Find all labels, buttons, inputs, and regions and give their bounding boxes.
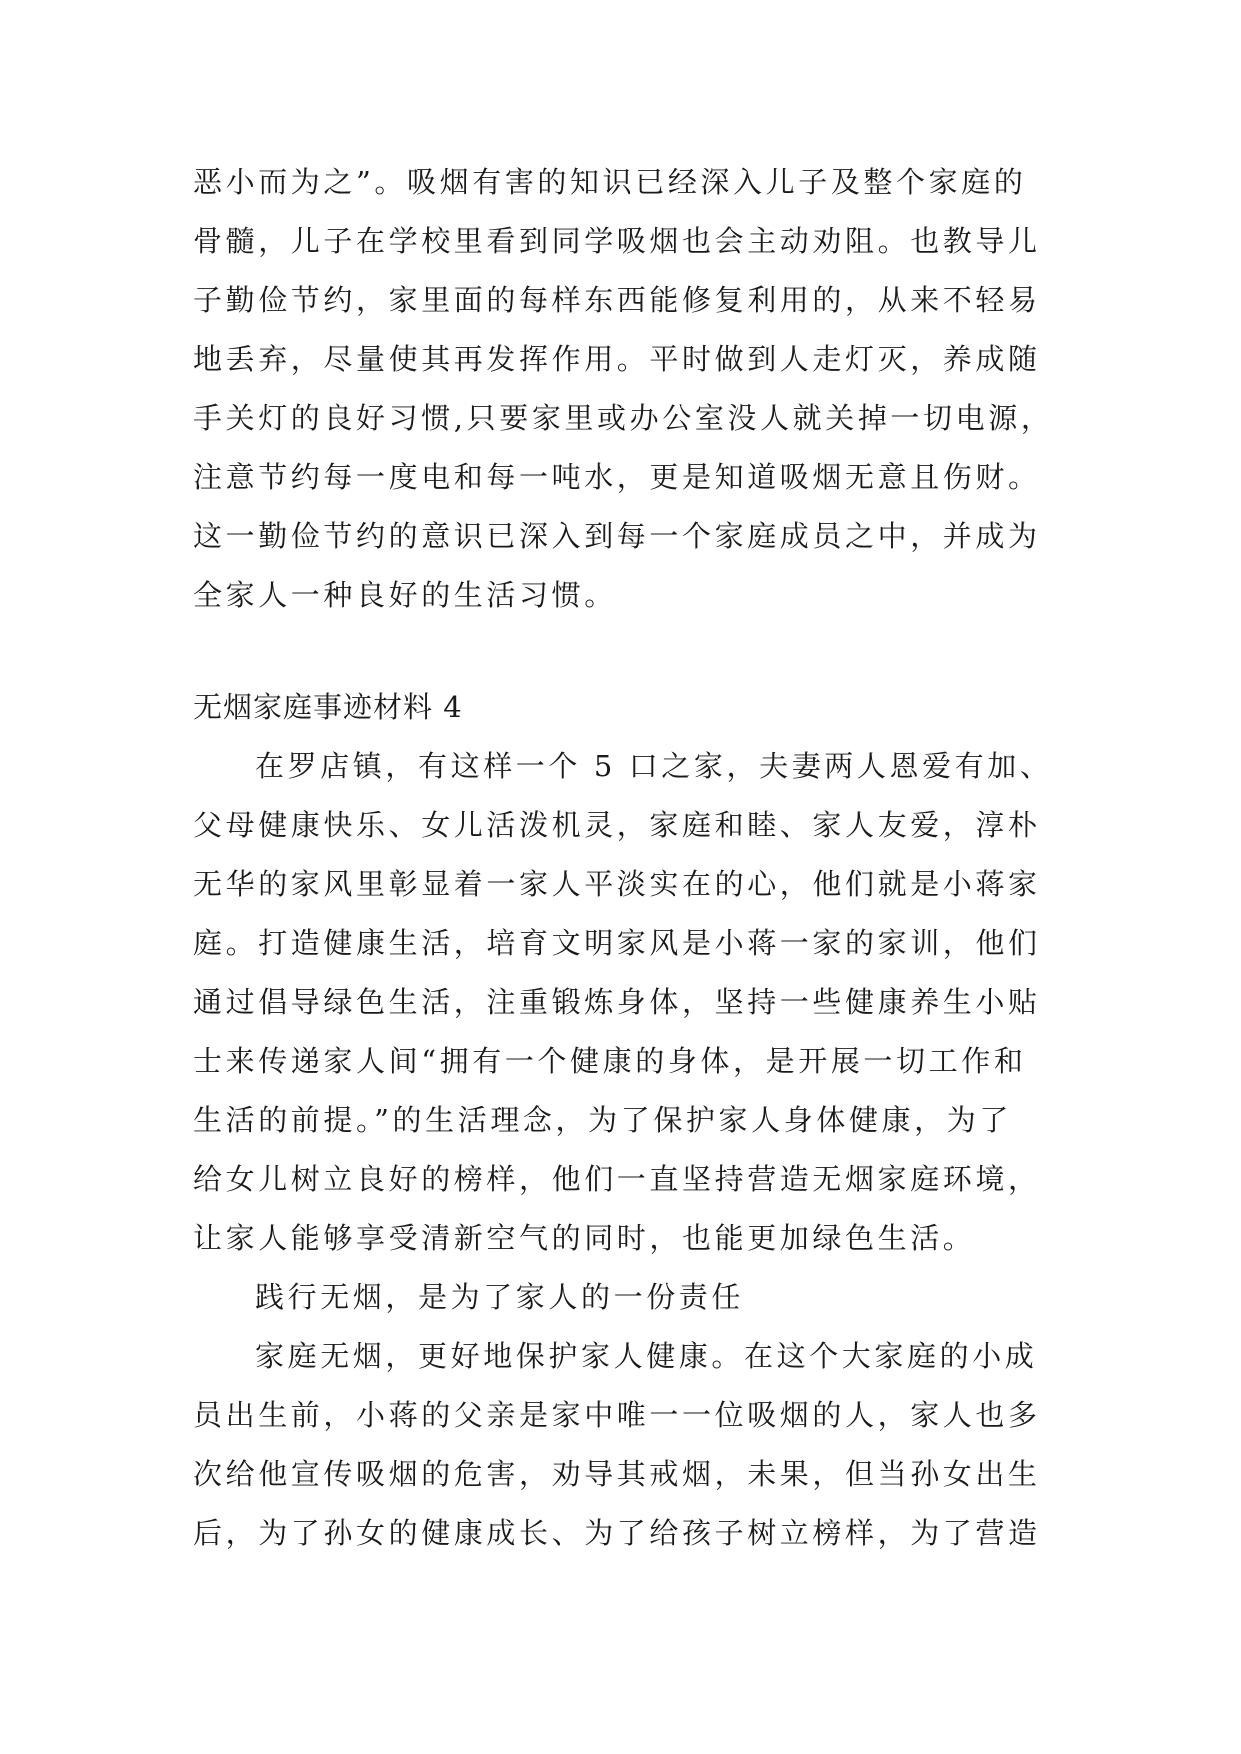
text-line: 让家人能够享受清新空气的同时，也能更加绿色生活。: [193, 1221, 976, 1255]
text-line: 无华的家风里彰显着一家人平淡实在的心，他们就是小蒋家: [193, 867, 1041, 901]
text-line: 庭。打造健康生活，培育文明家风是小蒋一家的家训，他们: [193, 926, 1041, 960]
text-line: 手关灯的良好习惯,只要家里或办公室没人就关掉一切电源，: [193, 401, 1054, 435]
text-line: 后，为了孙女的健康成长、为了给孩子树立榜样，为了营造: [193, 1516, 1041, 1550]
text-line: 父母健康快乐、女儿活泼机灵，家庭和睦、家人友爱，淳朴: [193, 808, 1041, 842]
paragraph-first-line: 在罗店镇，有这样一个 5 口之家，夫妻两人恩爱有加、: [255, 749, 1053, 783]
text-line: 这一勤俭节约的意识已深入到每一个家庭成员之中，并成为: [193, 519, 1041, 553]
text-line: 注意节约每一度电和每一吨水，更是知道吸烟无意且伤财。: [193, 460, 1041, 494]
text-line: 给女儿树立良好的榜样，他们一直坚持营造无烟家庭环境，: [193, 1162, 1041, 1196]
text-line: 子勤俭节约，家里面的每样东西能修复利用的，从来不轻易: [193, 283, 1041, 317]
text-line: 地丢弃，尽量使其再发挥作用。平时做到人走灯灭，养成随: [193, 342, 1041, 376]
text-line: 骨髓，儿子在学校里看到同学吸烟也会主动劝阻。也教导儿: [193, 224, 1041, 258]
text-line: 通过倡导绿色生活，注重锻炼身体，坚持一些健康养生小贴: [193, 985, 1041, 1019]
text-line: 次给他宣传吸烟的危害，劝导其戒烟，未果，但当孙女出生: [193, 1457, 1041, 1491]
text-line: 恶小而为之”。吸烟有害的知识已经深入儿子及整个家庭的: [193, 165, 1027, 199]
text-line: 生活的前提。”的生活理念，为了保护家人身体健康，为了: [193, 1103, 1012, 1137]
subheading: 践行无烟，是为了家人的一份责任: [255, 1280, 745, 1314]
text-line: 士来传递家人间“拥有一个健康的身体，是开展一切工作和: [193, 1044, 1027, 1078]
paragraph-first-line: 家庭无烟，更好地保护家人健康。在这个大家庭的小成: [255, 1339, 1038, 1373]
text-line: 员出生前，小蒋的父亲是家中唯一一位吸烟的人，家人也多: [193, 1398, 1041, 1432]
text-line: 全家人一种良好的生活习惯。: [193, 578, 617, 612]
section-heading: 无烟家庭事迹材料 4: [193, 690, 463, 724]
